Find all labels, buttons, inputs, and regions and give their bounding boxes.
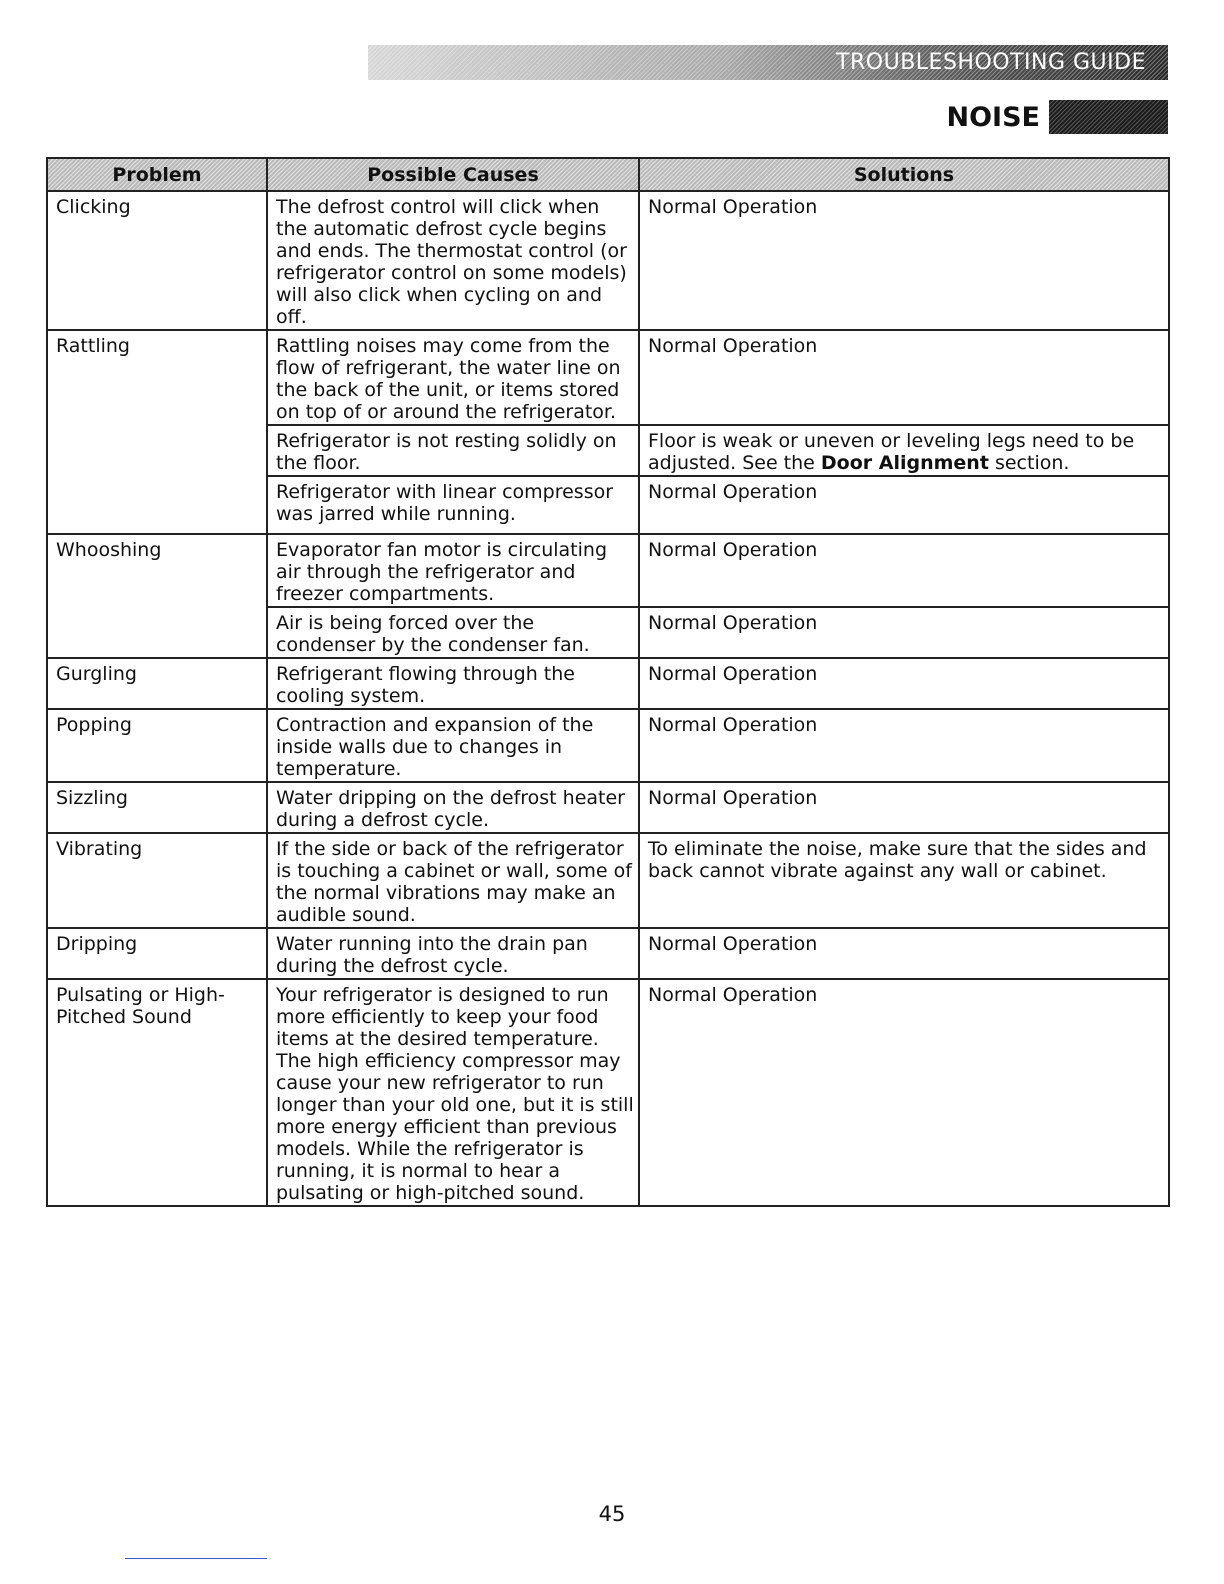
door-alignment-reference: Door Alignment [820,452,989,474]
cause-cell: Water running into the drain pan during the defrost cycle. [267,928,639,979]
solution-cell: Normal Operation [639,979,1169,1206]
table-row [47,330,1169,425]
page-number: 45 [598,1502,626,1526]
solution-cell: Normal Operation [639,534,1169,607]
problem-cell: Dripping [47,928,267,979]
column-header-problem: Problem [47,158,267,191]
problem-cell: Popping [47,709,267,782]
table-row [47,782,1169,833]
section-title-block [1049,100,1168,134]
cause-cell: Evaporator fan motor is circulating air through the refrigerator and freezer compartments. [267,534,639,607]
cause-cell: If the side or back of the refrigerator is touching a cabinet or wall, some of the normal vibrations may make an audible sound. [267,833,639,928]
footer-rule [125,1558,267,1559]
table-header-row [47,158,1169,191]
section-title: NOISE [946,102,1040,133]
solution-cell: Normal Operation [639,928,1169,979]
banner-title: TROUBLESHOOTING GUIDE [836,50,1146,75]
solution-cell: To eliminate the noise, make sure that the sides and back cannot vibrate against any wall or cabinet. [639,833,1169,928]
cause-cell: Refrigerant flowing through the cooling system. [267,658,639,709]
problem-cell: Vibrating [47,833,267,928]
cause-cell: Rattling noises may come from the flow of refrigerant, the water line on the back of the unit, or items stored on top of or around the refrigerator. [267,330,639,425]
problem-cell: Gurgling [47,658,267,709]
table-row [47,191,1169,330]
cause-cell: The defrost control will click when the automatic defrost cycle begins and ends. The thermostat control (or refrigerator control on some models) will also click when cycling on and off. [267,191,639,330]
problem-cell: Pulsating or High-Pitched Sound [47,979,267,1206]
table-row [47,709,1169,782]
solution-cell: Normal Operation [639,330,1169,425]
problem-cell: Whooshing [47,534,267,658]
table-row [47,534,1169,607]
cause-cell: Air is being forced over the condenser by the condenser fan. [267,607,639,658]
table-row [47,979,1169,1206]
solution-cell: Normal Operation [639,709,1169,782]
solution-cell: Floor is weak or uneven or leveling legs need to be adjusted. See the Door Alignment section. [639,425,1169,476]
table-row [47,658,1169,709]
column-header-solutions: Solutions [639,158,1169,191]
cause-cell: Refrigerator is not resting solidly on the floor. [267,425,639,476]
solution-cell: Normal Operation [639,476,1169,534]
solution-cell: Normal Operation [639,658,1169,709]
cause-cell: Contraction and expansion of the inside walls due to changes in temperature. [267,709,639,782]
cause-cell: Refrigerator with linear compressor was jarred while running. [267,476,639,534]
solution-cell: Normal Operation [639,782,1169,833]
section-banner [368,45,1168,80]
cause-cell: Water dripping on the defrost heater during a defrost cycle. [267,782,639,833]
problem-cell: Rattling [47,330,267,534]
table-row [47,833,1169,928]
solution-cell: Normal Operation [639,191,1169,330]
cause-cell: Your refrigerator is designed to run more efficiently to keep your food items at the desired temperature. The high efficiency compressor may cause your new refrigerator to run longer than your old one, but it is still more energy efficient than previous models. While the refrigerator is running, it is normal to hear a pulsating or high-pitched sound. [267,979,639,1206]
troubleshooting-table [46,157,1170,1207]
problem-cell: Sizzling [47,782,267,833]
solution-cell: Normal Operation [639,607,1169,658]
table-row [47,928,1169,979]
problem-cell: Clicking [47,191,267,330]
column-header-causes: Possible Causes [267,158,639,191]
